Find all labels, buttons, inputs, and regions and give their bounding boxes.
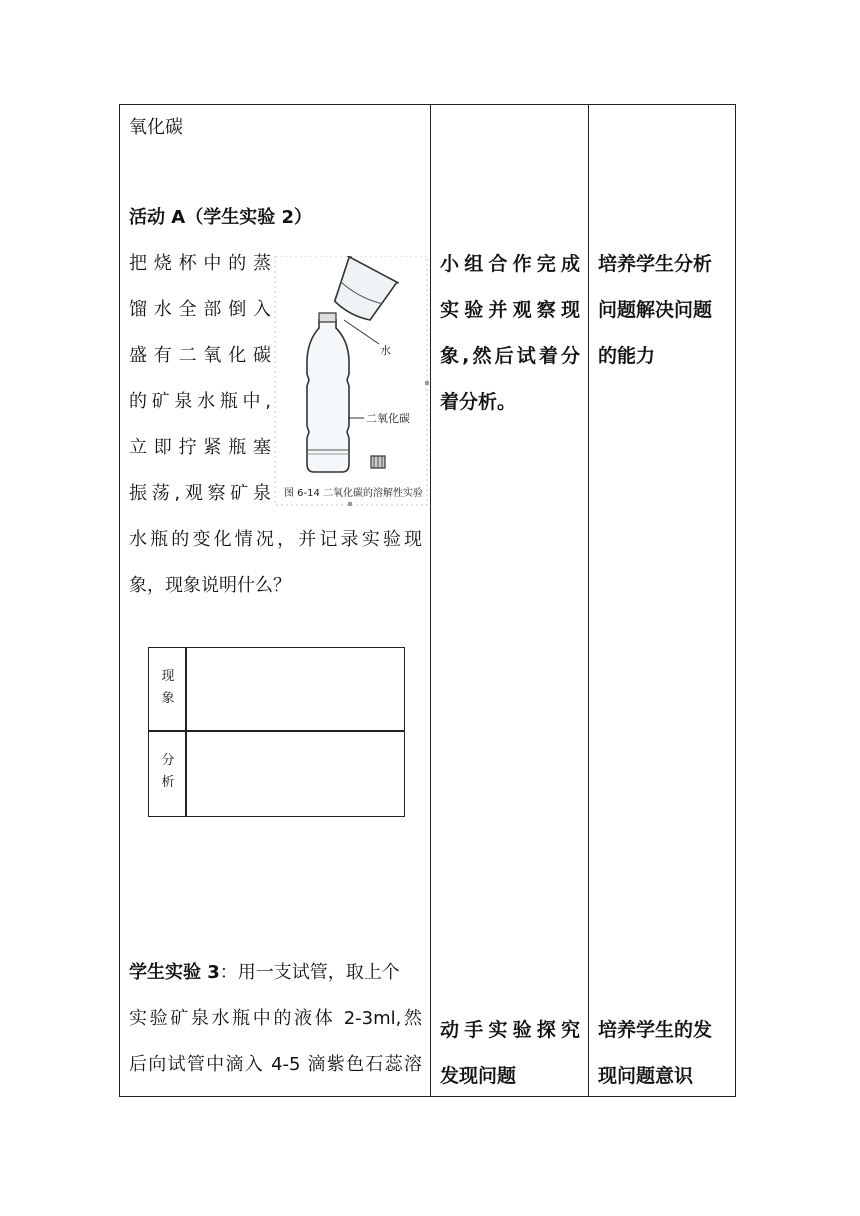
instruction-line-7: 水瓶的变化情况，并记录实验现	[129, 529, 422, 550]
instruction-line-6: 振荡,观察矿泉	[129, 483, 271, 504]
instruction-line-1: 把烧杯中的蒸	[129, 253, 271, 274]
instruction-line-2: 馏水全部倒入	[129, 299, 271, 320]
record-table-row-divider	[148, 730, 405, 732]
design-intent-line-3: 的能力	[598, 345, 656, 367]
co2-solubility-figure	[274, 256, 429, 506]
label-co2: 二氧化碳	[366, 412, 410, 425]
column-divider-2	[588, 104, 589, 1097]
column-divider-1	[430, 104, 431, 1097]
student-activity-line-4: 着分析。	[440, 391, 517, 413]
design-intent-line-2: 问题解决问题	[598, 299, 713, 321]
student-activity-line-1: 小组合作完成	[440, 253, 580, 275]
instruction-line-3: 盛有二氧化碳	[129, 345, 271, 366]
design-intent-2-line-1: 培养学生的发	[598, 1019, 713, 1041]
student-activity-line-2: 实验并观察现	[440, 299, 580, 321]
label-analysis-a: 分	[161, 753, 175, 768]
student-activity-2-line-1: 动手实验探究	[440, 1019, 580, 1041]
experiment-3-line-3: 后向试管中滴入 4-5 滴紫色石蕊溶	[129, 1054, 422, 1075]
activity-a-title: 活动 A（学生实验 2）	[129, 207, 312, 228]
student-activity-line-3: 象,然后试着分	[440, 345, 580, 367]
experiment-3-label: 学生实验 3	[129, 962, 220, 983]
figure-caption: 图 6-14 二氧化碳的溶解性实验	[284, 488, 424, 499]
bottle-illustration	[274, 256, 429, 506]
label-water: 水	[380, 344, 391, 357]
experiment-3-line-1-text: ：用一支试管，取上个	[219, 962, 400, 983]
experiment-3-line-1	[129, 963, 400, 983]
student-activity-2-line-2: 发现问题	[440, 1065, 517, 1087]
label-analysis-b: 析	[161, 775, 175, 790]
design-intent-2-line-2: 现问题意识	[598, 1065, 694, 1087]
instruction-line-8: 象，现象说明什么？	[129, 575, 291, 596]
label-phenomenon-a: 现	[161, 669, 175, 684]
experiment-3-line-2: 实验矿泉水瓶中的液体 2-3ml,然	[129, 1008, 422, 1029]
text-line-top: 氧化碳	[129, 117, 183, 138]
instruction-line-4: 的矿泉水瓶中,	[129, 391, 271, 412]
label-phenomenon-b: 象	[161, 691, 175, 706]
design-intent-line-1: 培养学生分析	[598, 253, 713, 275]
instruction-line-5: 立即拧紧瓶塞	[129, 437, 271, 458]
